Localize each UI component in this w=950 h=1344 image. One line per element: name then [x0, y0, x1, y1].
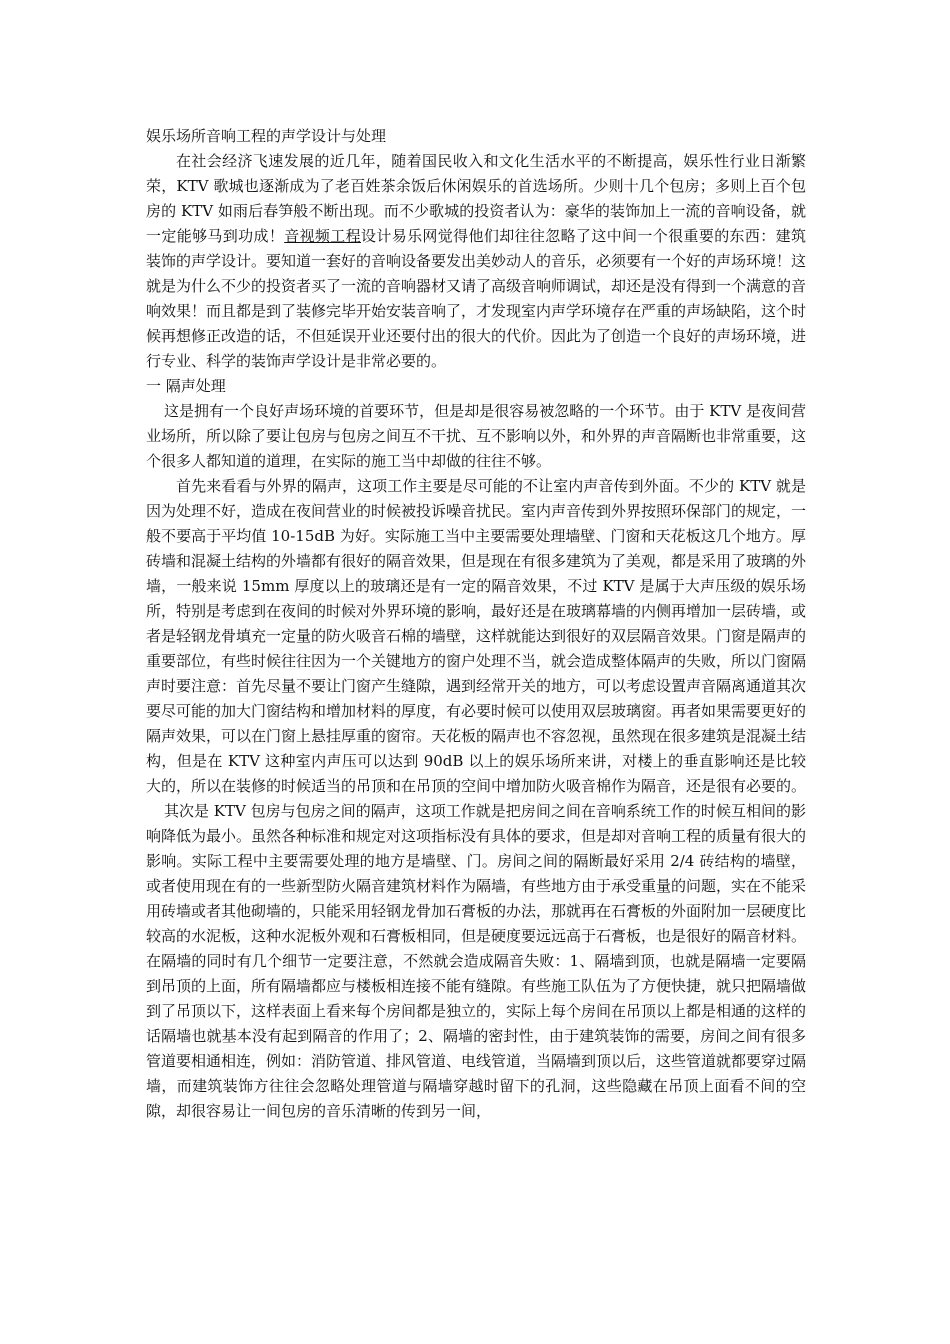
section-paragraph-2: 首先来看看与外界的隔声，这项工作主要是尽可能的不让室内声音传到外面。不少的 KTV 就是因为处理不好，造成在夜间营业的时候被投诉噪音扰民。室内声音传到外界按照环保部门的规定，一般不要高于平均值 10-15dB 为好。实际施工当中主要需要处理墙壁、门窗和天花板这几个地方。厚砖墙和混凝土结构的外墙都有很好的隔音效果，但是现在有很多建筑为了美观，都是采用了玻璃的外墙，一般来说 15mm 厚度以上的玻璃还是有一定的隔音效果，不过 KTV 是属于大声压级的娱乐场所，特别是考虑到在夜间的时候对外界环境的影响，最好还是在玻璃幕墙的内侧再增加一层砖墙，或者是轻钢龙骨填充一定量的防火吸音石棉的墙壁，这样就能达到很好的双层隔音效果。门窗是隔声的重要部位，有些时候往往因为一个关键地方的窗户处理不当，就会造成整体隔声的失败，所以门窗隔声时要注意：首先尽量不要让门窗产生缝隙，遇到经常开关的地方，可以考虑设置声音隔离通道其次要尽可能的加大门窗结构和增加材料的厚度，有必要时候可以使用双层玻璃窗。再者如果需要更好的隔声效果，可以在门窗上悬挂厚重的窗帘。天花板的隔声也不容忽视，虽然现在很多建筑是混凝土结构，但是在 KTV 这种室内声压可以达到 90dB 以上的娱乐场所来讲，对楼上的垂直影响还是比较大的，所以在装修的时候适当的吊顶和在吊顶的空间中增加防火吸音棉作为隔音，还是很有必要的。 — [146, 477, 807, 795]
intro-paragraph — [146, 149, 806, 374]
intro-text-before-link: 在社会经济飞速发展的近几年，随着国民收入和文化生活水平的不断提高，娱乐性行业日渐繁荣，KTV 歌城也逐渐成为了老百姓茶余饭后休闲娱乐的首选场所。少则十几个包房；多则上百个包房的 KTV 如雨后春笋般不断出现。而不少歌城的投资者认为：豪华的装饰加上一流的音响设备，就一定能够马到功成！ — [146, 152, 806, 245]
section-paragraph-3: 其次是 KTV 包房与包房之间的隔声，这项工作就是把房间之间在音响系统工作的时候互相间的影响降低为最小。虽然各种标准和规定对这项指标没有具体的要求，但是却对音响工程的质量有很大的影响。实际工程中主要需要处理的地方是墙壁、门。房间之间的隔断最好采用 2/4 砖结构的墙壁，或者使用现在有的一些新型防火隔音建筑材料作为隔墙，有些地方由于承受重量的问题，实在不能采用砖墙或者其他砌墙的，只能采用轻钢龙骨加石膏板的办法，那就再在石膏板的外面附加一层硬度比较高的水泥板，这种水泥板外观和石膏板相同，但是硬度要远远高于石膏板，也是很好的隔音材料。在隔墙的同时有几个细节一定要注意，不然就会造成隔音失败：1、隔墙到顶，也就是隔墙一定要隔到吊顶的上面，所有隔墙都应与楼板相连接不能有缝隙。有些施工队伍为了方便快捷，就只把隔墙做到了吊顶以下，这样表面上看来每个房间都是独立的，实际上每个房间在吊顶以上都是相通的这样的话隔墙也就基本没有起到隔音的作用了；2、隔墙的密封性，由于建筑装饰的需要，房间之间有很多管道要相通相连，例如：消防管道、排风管道、电线管道，当隔墙到顶以后，这些管道就都要穿过隔墙，而建筑装饰方往往会忽略处理管道与隔墙穿越时留下的孔洞，这些隐藏在吊顶上面看不间的空隙，却很容易让一间包房的音乐清晰的传到另一间， — [146, 802, 807, 1120]
document-page — [146, 124, 806, 1124]
document-title: 娱乐场所音响工程的声学设计与处理 — [146, 127, 387, 145]
section-paragraph-1: 这是拥有一个良好声场环境的首要环节，但是却是很容易被忽略的一个环节。由于 KTV 是夜间营业场所，所以除了要让包房与包房之间互不干扰、互不影响以外，和外界的声音隔断也非常重要，这个很多人都知道的道理，在实际的施工当中却做的往往不够。 — [146, 402, 807, 470]
intro-text-after-link: 设计易乐网觉得他们却往往忽略了这中间一个很重要的东西：建筑装饰的声学设计。要知道一套好的音响设备要发出美妙动人的音乐，必须要有一个好的声场环境！这就是为什么不少的投资者买了一流的音响器材又请了高级音响师调试，却还是没有得到一个满意的音响效果！而且都是到了装修完毕开始安装音响了，才发现室内声学环境存在严重的声场缺陷，这个时候再想修正改造的话，不但延误开业还要付出的很大的代价。因此为了创造一个良好的声场环境，进行专业、科学的装饰声学设计是非常必要的。 — [146, 227, 807, 370]
section-heading-sound-insulation: 一 隔声处理 — [146, 377, 226, 395]
audio-video-engineering-link[interactable]: 音视频工程 — [284, 227, 361, 245]
